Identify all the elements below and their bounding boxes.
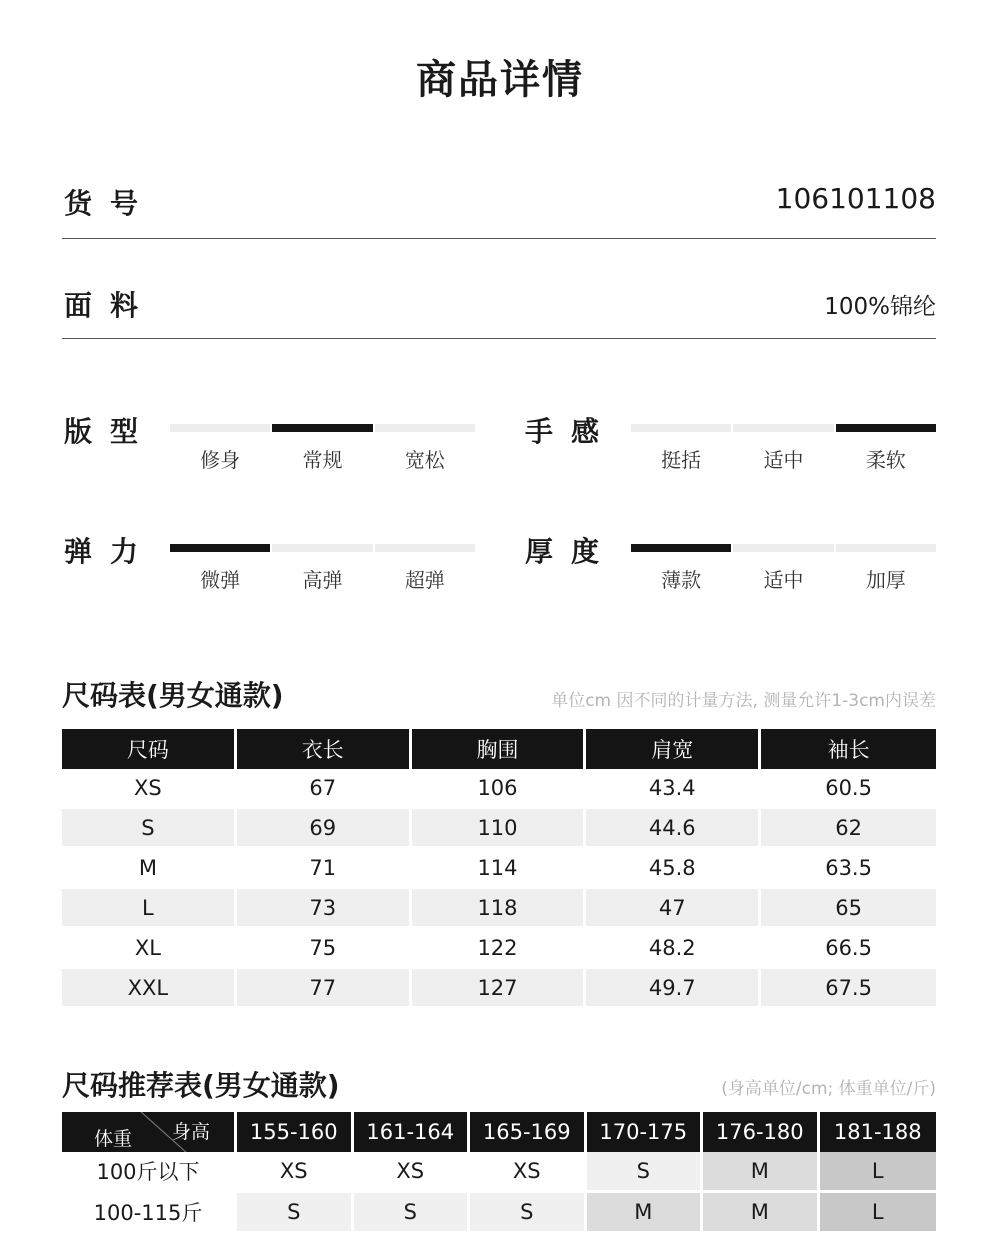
elastic-bar [272, 544, 372, 552]
recommend-chart-table [62, 1112, 936, 1234]
size-chart-header-row [62, 729, 936, 769]
elastic-attribute [62, 530, 472, 610]
table-cell: 106 [412, 769, 587, 809]
table-cell: 63.5 [761, 849, 936, 889]
thickness-option: 适中 [763, 568, 804, 592]
table-cell: 73 [237, 889, 412, 929]
table-cell: 71 [237, 849, 412, 889]
feel-bar [836, 424, 936, 432]
table-row [62, 769, 936, 809]
table-cell: XS [62, 769, 237, 809]
size-chart-table [62, 729, 936, 1009]
sku-label: 货号 [64, 187, 157, 220]
table-row [62, 849, 936, 889]
sku-value: 106101108 [775, 182, 936, 215]
recommend-chart-title: 尺码推荐表(男女通款) [62, 1069, 340, 1102]
table-cell: 110 [412, 809, 587, 849]
recommended-size-cell: L [820, 1152, 937, 1193]
table-row [62, 1152, 936, 1193]
thickness-label: 厚度 [525, 535, 618, 568]
recommended-size-cell: M [587, 1193, 704, 1234]
table-cell: 65 [761, 889, 936, 929]
elastic-option: 高弹 [302, 568, 343, 592]
recommended-size-cell: XS [354, 1152, 471, 1193]
fabric-row [62, 238, 936, 339]
thickness-attribute [523, 530, 933, 610]
elastic-option: 微弹 [200, 568, 241, 592]
table-row [62, 969, 936, 1009]
recommend-chart-note: (身高单位/cm; 体重单位/斤) [721, 1079, 936, 1099]
table-cell: 67 [237, 769, 412, 809]
page-title: 商品详情 [416, 57, 584, 103]
recommended-size-cell: S [470, 1193, 587, 1234]
table-cell: XXL [62, 969, 237, 1009]
feel-bar [631, 424, 731, 432]
table-cell: L [62, 889, 237, 929]
fit-label: 版型 [64, 415, 157, 448]
table-cell: 49.7 [586, 969, 761, 1009]
table-cell: 75 [237, 929, 412, 969]
recommended-size-cell: S [354, 1193, 471, 1234]
recommended-size-cell: XS [470, 1152, 587, 1193]
height-range-header: 165-169 [470, 1112, 587, 1152]
size-chart-header: 肩宽 [586, 729, 761, 769]
size-chart-title: 尺码表(男女通款) [62, 679, 284, 712]
fit-bar [375, 424, 475, 432]
recommended-size-cell: XS [237, 1152, 354, 1193]
table-row [62, 889, 936, 929]
feel-label: 手感 [525, 415, 618, 448]
table-cell: 44.6 [586, 809, 761, 849]
table-cell: 118 [412, 889, 587, 929]
thickness-bar [733, 544, 833, 552]
recommend-header-row [62, 1112, 936, 1152]
fit-attribute [62, 410, 472, 490]
fabric-value: 100%锦纶 [824, 294, 936, 320]
feel-option: 挺括 [661, 448, 702, 472]
table-row [62, 929, 936, 969]
recommended-size-cell: L [820, 1193, 937, 1234]
recommended-size-cell: S [587, 1152, 704, 1193]
size-chart-header: 胸围 [412, 729, 587, 769]
size-chart-header: 衣长 [237, 729, 412, 769]
fit-scale [170, 424, 475, 432]
table-cell: 69 [237, 809, 412, 849]
sku-row [62, 138, 936, 239]
thickness-option: 薄款 [661, 568, 702, 592]
thickness-bar [631, 544, 731, 552]
feel-option: 适中 [763, 448, 804, 472]
table-cell: 114 [412, 849, 587, 889]
table-cell: 48.2 [586, 929, 761, 969]
fabric-label: 面料 [64, 289, 157, 322]
table-row [62, 1193, 936, 1234]
fit-option: 常规 [302, 448, 343, 472]
weight-range-cell: 100-115斤 [62, 1193, 237, 1234]
size-chart-header: 尺码 [62, 729, 237, 769]
table-cell: 122 [412, 929, 587, 969]
elastic-scale [170, 544, 475, 552]
height-range-header: 170-175 [587, 1112, 704, 1152]
fit-option: 修身 [200, 448, 241, 472]
table-cell: 127 [412, 969, 587, 1009]
corner-height-label: 身高 [171, 1121, 210, 1143]
table-cell: M [62, 849, 237, 889]
height-range-header: 176-180 [703, 1112, 820, 1152]
height-weight-corner [62, 1112, 237, 1152]
height-range-header: 181-188 [820, 1112, 937, 1152]
table-cell: 45.8 [586, 849, 761, 889]
height-range-header: 161-164 [354, 1112, 471, 1152]
recommended-size-cell: S [237, 1193, 354, 1234]
elastic-bar [375, 544, 475, 552]
weight-range-cell: 100斤以下 [62, 1152, 237, 1193]
table-cell: XL [62, 929, 237, 969]
table-row [62, 809, 936, 849]
size-chart-header: 袖长 [761, 729, 936, 769]
table-cell: 62 [761, 809, 936, 849]
table-cell: 66.5 [761, 929, 936, 969]
table-cell: S [62, 809, 237, 849]
size-chart-note: 单位cm 因不同的计量方法, 测量允许1-3cm内误差 [551, 691, 936, 711]
table-cell: 47 [586, 889, 761, 929]
table-cell: 77 [237, 969, 412, 1009]
elastic-option: 超弹 [404, 568, 445, 592]
corner-weight-label: 体重 [94, 1128, 133, 1150]
thickness-option: 加厚 [865, 568, 906, 592]
elastic-bar [170, 544, 270, 552]
elastic-label: 弹力 [64, 535, 157, 568]
thickness-scale [631, 544, 936, 552]
thickness-bar [836, 544, 936, 552]
fit-bar [170, 424, 270, 432]
feel-attribute [523, 410, 933, 490]
feel-option: 柔软 [865, 448, 906, 472]
table-cell: 43.4 [586, 769, 761, 809]
height-range-header: 155-160 [237, 1112, 354, 1152]
recommended-size-cell: M [703, 1152, 820, 1193]
fit-option: 宽松 [404, 448, 445, 472]
fit-bar [272, 424, 372, 432]
table-cell: 60.5 [761, 769, 936, 809]
feel-scale [631, 424, 936, 432]
feel-bar [733, 424, 833, 432]
table-cell: 67.5 [761, 969, 936, 1009]
recommended-size-cell: M [703, 1193, 820, 1234]
